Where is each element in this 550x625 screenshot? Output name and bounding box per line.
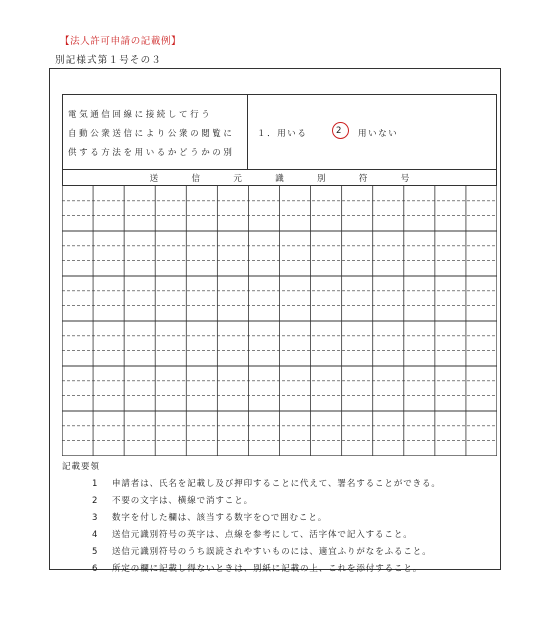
note-text: 不要の文字は、横線で消すこと。 (112, 496, 254, 506)
note-text: 数字を付した欄は、該当する数字を○で囲むこと。 (112, 513, 328, 523)
question-line-1: 電気通信回線に接続して行う (68, 110, 213, 120)
note-number: 4 (92, 530, 99, 540)
note-text: 送信元識別符号の英字は、点線を参考にして、活字体で記入すること。 (112, 530, 413, 540)
note-item (92, 528, 413, 540)
question-line-3: 供する方法を用いるかどうかの別 (68, 148, 235, 158)
example-label: 【法人許可申請の記載例】 (60, 36, 182, 47)
note-number: 3 (92, 513, 99, 523)
notes-heading: 記載要領 (62, 462, 101, 472)
note-number: 5 (92, 547, 99, 557)
question-divider (247, 94, 248, 170)
note-number: 6 (92, 564, 99, 574)
note-number: 2 (92, 496, 99, 506)
note-item (92, 494, 253, 506)
source-id-grid[interactable] (62, 186, 497, 456)
note-item (92, 511, 327, 523)
header-char: 送 (149, 174, 159, 184)
option-not-use-number[interactable]: 2 (336, 126, 342, 136)
form-title: 別記様式第１号その３ (55, 55, 163, 66)
note-text: 申請者は、氏名を記載し及び押印することに代えて、署名することができる。 (112, 479, 441, 489)
note-item (92, 477, 441, 489)
source-id-header (62, 170, 497, 186)
note-number: 1 (92, 479, 99, 489)
question-line-2: 自動公衆送信により公衆の閲覧に (68, 129, 235, 139)
note-text: 所定の欄に記載し得ないときは、別紙に記載の上、これを添付すること。 (112, 564, 423, 574)
header-char: 符 (358, 174, 368, 184)
header-char: 別 (317, 174, 326, 184)
note-item (92, 562, 422, 574)
option-use[interactable]: １．用いる (257, 129, 308, 139)
header-char: 号 (400, 174, 410, 184)
note-text: 送信元識別符号のうち誤読されやすいものには、適宜ふりがなをふること。 (112, 547, 432, 557)
option-not-use[interactable]: 用いない (358, 129, 399, 139)
header-char: 識 (275, 174, 284, 184)
header-char: 元 (233, 174, 242, 184)
header-char: 信 (191, 174, 201, 184)
note-item (92, 545, 432, 557)
